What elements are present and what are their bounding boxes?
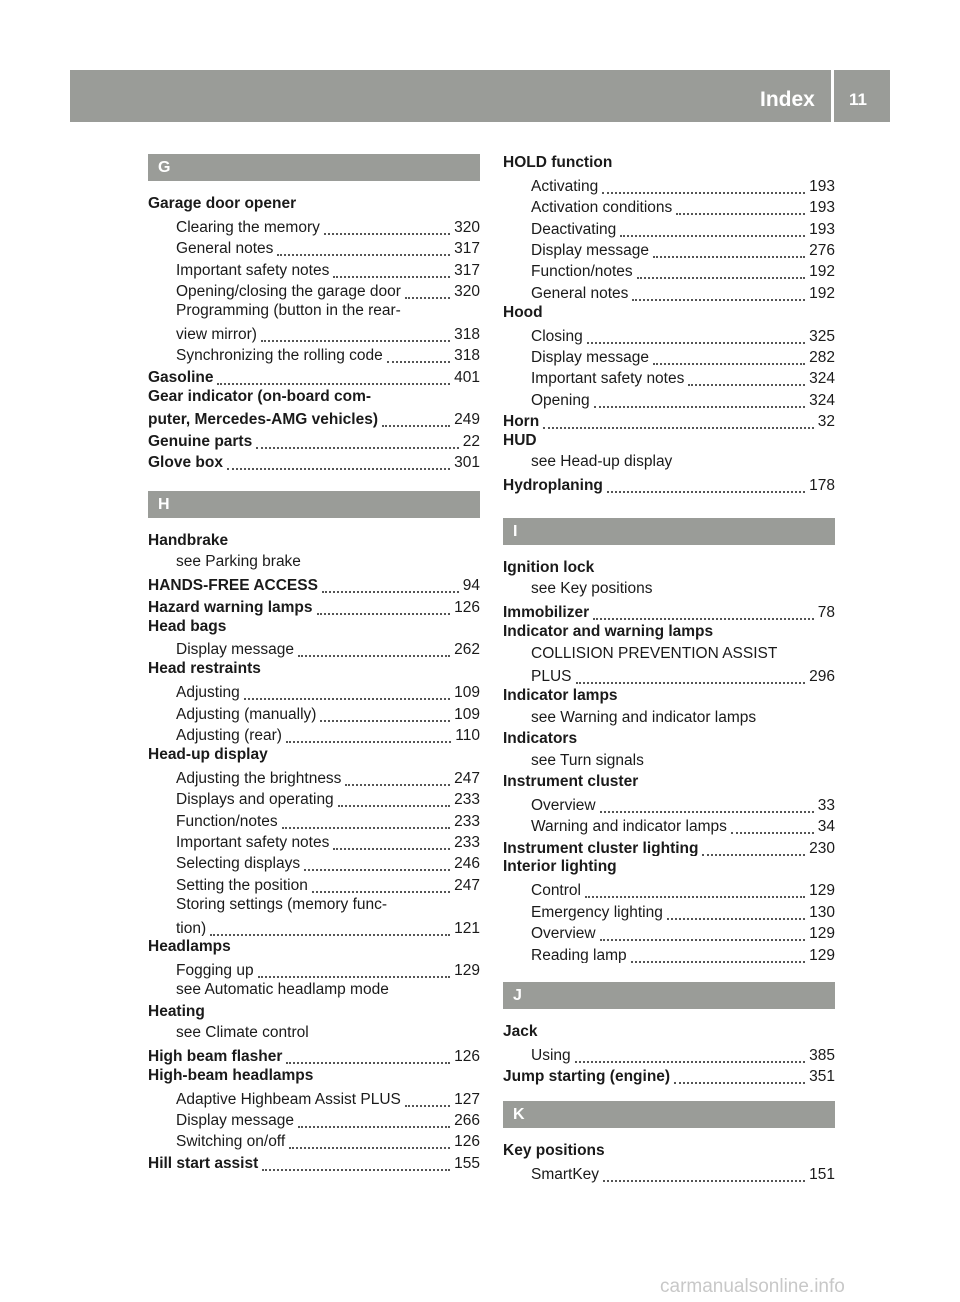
page-ref: 129 — [809, 882, 835, 900]
page-ref: 401 — [454, 368, 480, 386]
index-subentry — [148, 979, 480, 1000]
index-entry — [503, 302, 835, 323]
dot-leader — [304, 854, 450, 872]
entry-text: Function/notes — [176, 812, 278, 830]
index-subentry — [148, 1129, 480, 1150]
index-entry — [148, 193, 480, 214]
page-ref: 317 — [454, 240, 480, 258]
entry-text: Setting the position — [176, 876, 308, 894]
index-subentry — [503, 1042, 835, 1063]
entry-text: Closing — [531, 327, 583, 345]
page-ref: 233 — [454, 791, 480, 809]
dot-leader — [731, 817, 814, 835]
dot-leader — [676, 198, 805, 216]
page-ref: 296 — [809, 668, 835, 686]
entry-text: Headlamps — [148, 938, 231, 956]
index-subentry — [148, 300, 480, 321]
entry-text: Display message — [531, 242, 650, 259]
page-ref: 247 — [454, 876, 480, 894]
entry-text: Key positions — [503, 1142, 605, 1159]
section-letter: I — [503, 518, 835, 545]
dot-leader — [405, 1089, 450, 1107]
entry-text: Storing settings (memory func- — [176, 895, 388, 913]
index-subentry — [148, 808, 480, 829]
index-entry — [503, 1140, 835, 1161]
section-h — [148, 491, 480, 1172]
entry-text: Display message — [176, 641, 295, 659]
entry-text: Immobilizer — [503, 604, 590, 622]
entry-text: Important safety notes — [176, 833, 330, 851]
page-ref: 193 — [809, 177, 835, 195]
entry-text: Head bags — [148, 617, 227, 635]
section-g — [148, 154, 480, 471]
entry-text: Reading lamp — [531, 946, 627, 964]
page-ref: 320 — [454, 283, 480, 300]
index-subentry — [148, 723, 480, 744]
dot-leader — [258, 961, 451, 979]
index-subentry — [148, 551, 480, 572]
entry-text: Interior lighting — [503, 858, 617, 876]
page-ref: 318 — [454, 325, 480, 343]
page-ref: 249 — [454, 411, 480, 429]
dot-leader — [585, 881, 805, 899]
page-ref: 109 — [454, 705, 480, 723]
entry-text: Indicator lamps — [503, 687, 618, 705]
page-ref: 318 — [454, 347, 480, 365]
page-ref: 22 — [462, 432, 480, 450]
index-entry — [148, 616, 480, 637]
section-letter: H — [148, 491, 480, 518]
dot-leader — [345, 768, 450, 786]
entry-text: Using — [531, 1046, 571, 1064]
entry-text: Horn — [503, 413, 540, 431]
entry-text: Deactivating — [531, 220, 617, 238]
index-subentry — [503, 878, 835, 899]
watermark: carmanualsonline.info — [660, 1276, 845, 1297]
index-entry — [503, 430, 835, 451]
dot-leader — [210, 918, 450, 936]
index-subentry — [503, 280, 835, 301]
index-subentry — [148, 321, 480, 342]
dot-leader — [338, 790, 450, 808]
page-ref: 193 — [809, 199, 835, 217]
entry-text: Selecting displays — [176, 855, 301, 873]
entry-text: Hazard warning lamps — [148, 598, 313, 616]
index-subentry — [148, 1108, 480, 1129]
dot-leader — [637, 262, 805, 280]
entry-text: HOLD function — [503, 154, 613, 171]
page-ref: 121 — [454, 919, 480, 937]
index-subentry — [148, 701, 480, 722]
dot-leader — [262, 1153, 450, 1171]
dot-leader — [576, 667, 806, 685]
page-ref: 126 — [454, 1133, 480, 1151]
index-subentry — [503, 259, 835, 280]
entry-text: view mirror) — [176, 325, 257, 343]
dot-leader — [602, 176, 805, 194]
dot-leader — [286, 1046, 450, 1064]
dot-leader — [702, 838, 805, 856]
entry-text: Instrument cluster lighting — [503, 839, 699, 857]
page-ref: 317 — [454, 261, 480, 279]
index-subentry — [148, 894, 480, 915]
page-ref: 109 — [454, 684, 480, 702]
dot-leader — [289, 1132, 450, 1150]
entry-text: Adaptive Highbeam Assist PLUS — [176, 1090, 401, 1108]
entry-text: Jack — [503, 1023, 538, 1040]
page-ref: 192 — [809, 263, 835, 281]
index-subentry — [503, 578, 835, 599]
index-entry — [503, 728, 835, 749]
entry-text: Emergency lighting — [531, 903, 663, 921]
index-subentry — [503, 345, 835, 366]
dot-leader — [256, 431, 459, 449]
entry-text: PLUS — [531, 668, 572, 686]
entry-text: Hill start assist — [148, 1154, 259, 1172]
entry-text: see Warning and indicator lamps — [531, 708, 757, 726]
entry-text: see Head-up display — [531, 453, 673, 471]
page-ref: 247 — [454, 769, 480, 787]
entry-text: Fogging up — [176, 962, 254, 980]
page-ref: 301 — [454, 454, 480, 472]
entry-text: Head restraints — [148, 660, 261, 678]
dot-leader — [603, 1164, 805, 1182]
dot-leader — [600, 795, 814, 813]
index-subentry — [148, 787, 480, 808]
entry-text: HUD — [503, 432, 537, 450]
entry-text: High beam flasher — [148, 1047, 283, 1065]
entry-text: Jump starting (engine) — [503, 1068, 671, 1086]
entry-text: Adjusting the brightness — [176, 769, 342, 787]
header-divider — [831, 70, 834, 122]
section-i — [503, 518, 835, 963]
entry-text: Genuine parts — [148, 432, 253, 450]
page-ref: 193 — [809, 220, 835, 238]
entry-text: Switching on/off — [176, 1133, 286, 1151]
entry-text: COLLISION PREVENTION ASSIST — [531, 644, 778, 662]
entry-text: Glove box — [148, 454, 223, 472]
index-subentry — [503, 814, 835, 835]
index-entry — [148, 407, 480, 428]
index-subentry — [503, 216, 835, 237]
index-subentry — [503, 366, 835, 387]
entry-text: High-beam headlamps — [148, 1066, 314, 1084]
dot-leader — [607, 476, 805, 494]
dot-leader — [543, 412, 814, 430]
page-ref: 33 — [817, 796, 835, 814]
index-subentry — [148, 958, 480, 979]
dot-leader — [620, 219, 805, 237]
entry-text: Adjusting (rear) — [176, 727, 282, 744]
index-entry — [148, 1150, 480, 1171]
page-ref: 192 — [809, 284, 835, 302]
entry-text: Important safety notes — [531, 370, 685, 388]
index-entry — [503, 621, 835, 642]
section-j — [503, 982, 835, 1085]
section-k — [503, 1101, 835, 1183]
dot-leader — [653, 241, 805, 259]
dot-leader — [600, 924, 806, 942]
index-subentry — [503, 238, 835, 259]
index-entry — [503, 557, 835, 578]
index-subentry — [503, 942, 835, 963]
index-subentry — [503, 899, 835, 920]
index-entry — [503, 856, 835, 877]
index-subentry — [503, 643, 835, 664]
index-subentry — [148, 214, 480, 235]
entry-text: see Automatic headlamp mode — [176, 981, 389, 999]
page-ref: 155 — [454, 1154, 480, 1172]
index-entry — [148, 364, 480, 385]
index-subentry — [148, 637, 480, 658]
dot-leader — [333, 260, 450, 278]
index-subentry — [148, 851, 480, 872]
index-entry — [148, 428, 480, 449]
header-title: Index — [760, 88, 815, 111]
page-ref: 262 — [454, 641, 480, 659]
index-entry — [503, 1064, 835, 1085]
page-ref: 282 — [809, 349, 835, 366]
entry-text: Displays and operating — [176, 791, 334, 809]
entry-text: Instrument cluster — [503, 772, 639, 790]
page-ref: 246 — [454, 855, 480, 873]
index-subentry — [503, 451, 835, 472]
dot-leader — [317, 597, 451, 615]
index-subentry — [148, 829, 480, 850]
page-ref: 32 — [817, 413, 835, 431]
page-ref: 129 — [454, 962, 480, 980]
index-subentry — [503, 323, 835, 344]
index-subentry — [148, 343, 480, 364]
entry-text: Hydroplaning — [503, 477, 603, 495]
page-ref: 266 — [454, 1112, 480, 1129]
index-subentry — [503, 792, 835, 813]
page-ref: 324 — [809, 391, 835, 409]
dot-leader — [324, 217, 450, 235]
page-ref: 129 — [809, 925, 835, 943]
page-ref: 34 — [817, 818, 835, 836]
entry-text: Gear indicator (on-board com- — [148, 387, 372, 405]
entry-text: Opening/closing the garage door — [176, 283, 401, 300]
entry-text: Control — [531, 882, 581, 900]
entry-text: Hood — [503, 303, 543, 321]
section-letter: J — [503, 982, 835, 1009]
index-entry — [503, 409, 835, 430]
page-ref: 129 — [809, 946, 835, 964]
dot-leader — [667, 902, 805, 920]
page-ref: 110 — [455, 727, 480, 744]
index-subentry — [503, 387, 835, 408]
entry-text: Overview — [531, 796, 596, 814]
dot-leader — [333, 832, 450, 850]
dot-leader — [320, 704, 450, 722]
index-entry — [148, 936, 480, 957]
dot-leader — [286, 726, 451, 744]
page-ref: 78 — [817, 604, 835, 622]
dot-leader — [587, 326, 805, 344]
dot-leader — [594, 390, 806, 408]
entry-text: Gasoline — [148, 368, 214, 386]
dot-leader — [282, 811, 450, 829]
index-entry — [148, 450, 480, 471]
entry-text: Adjusting (manually) — [176, 705, 317, 723]
entry-text: Adjusting — [176, 684, 240, 702]
index-subentry — [148, 680, 480, 701]
dot-leader — [674, 1067, 805, 1085]
index-entry — [148, 1001, 480, 1022]
entry-text: Synchronizing the rolling code — [176, 347, 383, 365]
page-ref: 351 — [809, 1068, 835, 1086]
section-letter: G — [148, 154, 480, 181]
index-subentry — [503, 173, 835, 194]
entry-text: SmartKey — [531, 1165, 600, 1183]
entry-text: tion) — [176, 919, 207, 937]
entry-text: HANDS-FREE ACCESS — [148, 577, 318, 595]
entry-text: General notes — [531, 284, 629, 302]
page-number: 11 — [849, 90, 867, 109]
dot-leader — [575, 1045, 805, 1063]
dot-leader — [217, 367, 450, 385]
entry-text: Activating — [531, 177, 599, 195]
index-subentry — [148, 279, 480, 300]
entry-text: Indicators — [503, 730, 578, 748]
index-subentry — [503, 750, 835, 771]
dot-leader — [298, 640, 450, 658]
page-ref: 385 — [809, 1046, 835, 1064]
page-ref: 324 — [809, 370, 835, 388]
dot-leader — [632, 283, 805, 301]
page-ref: 276 — [809, 242, 835, 259]
page-ref: 233 — [454, 812, 480, 830]
page-ref: 320 — [454, 218, 480, 236]
entry-text: Handbrake — [148, 532, 229, 549]
page-ref: 325 — [809, 327, 835, 345]
entry-text: Overview — [531, 925, 596, 943]
page-ref: 230 — [809, 839, 835, 857]
entry-text: Warning and indicator lamps — [531, 818, 727, 836]
index-entry — [148, 1043, 480, 1064]
index-subentry — [148, 257, 480, 278]
entry-text: Display message — [176, 1112, 295, 1129]
dot-leader — [322, 576, 459, 594]
entry-text: Heating — [148, 1002, 205, 1020]
index-subentry — [148, 765, 480, 786]
entry-text: see Climate control — [176, 1023, 309, 1041]
entry-text: Ignition lock — [503, 559, 595, 576]
index-entry — [503, 152, 835, 173]
entry-text: Clearing the memory — [176, 218, 320, 236]
index-subentry — [148, 1086, 480, 1107]
index-entry — [148, 530, 480, 551]
section-letter: K — [503, 1101, 835, 1128]
entry-text: see Key positions — [531, 580, 653, 598]
page-ref: 127 — [454, 1090, 480, 1108]
index-subentry — [148, 915, 480, 936]
page-ref: 178 — [809, 477, 835, 495]
dot-leader — [405, 282, 450, 300]
dot-leader — [593, 603, 814, 621]
dot-leader — [298, 1111, 450, 1129]
dot-leader — [387, 346, 450, 364]
index-entry — [503, 685, 835, 706]
entry-text: Important safety notes — [176, 261, 330, 279]
page-ref: 94 — [462, 577, 480, 595]
dot-leader — [227, 453, 450, 471]
page-ref: 126 — [454, 1047, 480, 1065]
index-subentry — [148, 236, 480, 257]
entry-text: Indicator and warning lamps — [503, 623, 714, 641]
entry-text: General notes — [176, 240, 274, 258]
index-subentry — [503, 921, 835, 942]
section-h-continued — [503, 152, 835, 494]
index-subentry — [503, 1161, 835, 1182]
dot-leader — [277, 239, 450, 257]
entry-text: puter, Mercedes-AMG vehicles) — [148, 411, 378, 429]
index-entry — [148, 744, 480, 765]
index-entry — [148, 386, 480, 407]
entry-text: Display message — [531, 349, 650, 366]
index-entry — [503, 771, 835, 792]
entry-text: Opening — [531, 391, 590, 409]
index-entry — [148, 573, 480, 594]
entry-text: see Parking brake — [176, 553, 301, 571]
index-entry — [148, 658, 480, 679]
dot-leader — [382, 410, 450, 428]
page-ref: 233 — [454, 833, 480, 851]
index-subentry — [503, 664, 835, 685]
entry-text: Programming (button in the rear- — [176, 301, 401, 319]
index-subentry — [503, 195, 835, 216]
index-entry — [503, 835, 835, 856]
index-subentry — [148, 1022, 480, 1043]
page-ref: 126 — [454, 598, 480, 616]
entry-text: Function/notes — [531, 263, 633, 281]
index-entry — [503, 473, 835, 494]
dot-leader — [312, 875, 450, 893]
dot-leader — [261, 324, 450, 342]
entry-text: Garage door opener — [148, 195, 297, 212]
dot-leader — [653, 348, 805, 366]
page-ref: 130 — [809, 903, 835, 921]
entry-text: see Turn signals — [531, 751, 644, 769]
dot-leader — [244, 683, 450, 701]
entry-text: Activation conditions — [531, 199, 673, 217]
dot-leader — [631, 945, 805, 963]
entry-text: Head-up display — [148, 745, 268, 763]
index-entry — [148, 594, 480, 615]
page-ref: 151 — [809, 1165, 835, 1183]
dot-leader — [688, 369, 805, 387]
index-entry — [503, 600, 835, 621]
index-subentry — [148, 872, 480, 893]
index-subentry — [503, 707, 835, 728]
index-entry — [148, 1065, 480, 1086]
index-entry — [503, 1021, 835, 1042]
